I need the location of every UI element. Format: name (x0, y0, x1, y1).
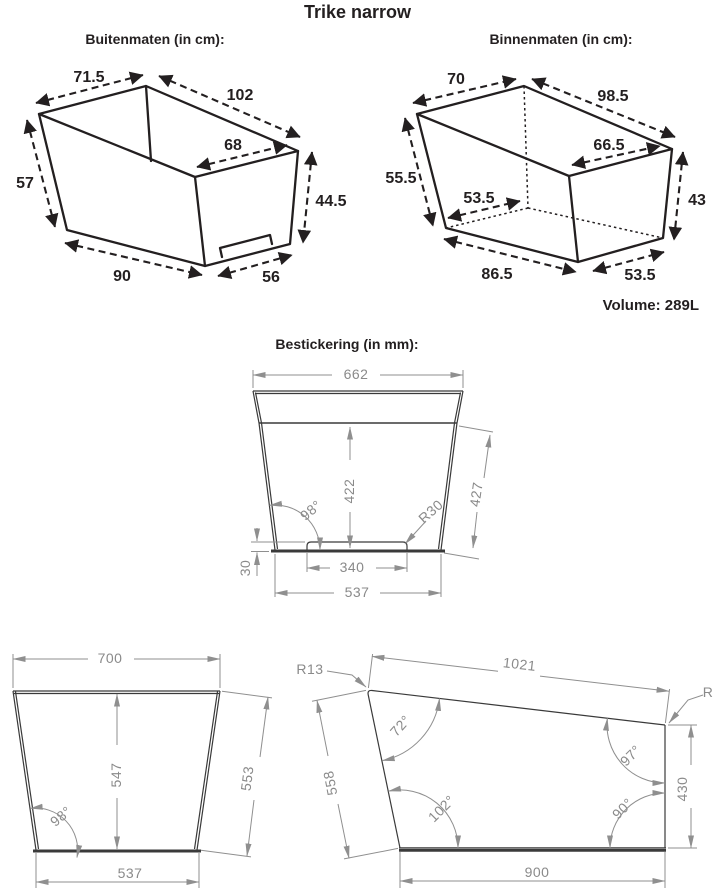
sticker-angle: 98° (296, 496, 325, 524)
outer-dim-top-inner: 68 (224, 137, 242, 154)
inner-dim-top-inner: 66.5 (593, 137, 625, 154)
sticker-dim-width-bottom: 537 (344, 584, 370, 600)
sticker-dimensions-heading: Bestickering (in mm): (275, 336, 419, 352)
side-view-drawing (296, 654, 713, 888)
outer-dimensions-drawing (16, 69, 347, 286)
front-dim-width-top: 700 (97, 650, 123, 666)
inner-dimensions-drawing (385, 71, 706, 284)
front-dim-height: 547 (108, 762, 124, 788)
side-dim-width-bottom: 900 (524, 864, 550, 880)
bin-outline (39, 86, 298, 266)
sticker-dim-height: 422 (341, 478, 357, 504)
outer-dim-bottom-left: 90 (113, 268, 131, 285)
side-radius-right: R (702, 684, 714, 700)
front-dimension-lines (13, 654, 272, 888)
outer-dimensions-heading: Buitenmaten (in cm): (85, 31, 225, 47)
inner-dim-top-left: 70 (447, 71, 465, 88)
outer-dim-side-left: 57 (16, 175, 34, 192)
sticker-dimension-lines (251, 370, 493, 597)
front-angle: 98° (46, 802, 75, 830)
side-angle-top-left: 72° (386, 711, 414, 740)
planter-front-outline (253, 391, 463, 551)
side-dim-side-left: 558 (319, 769, 341, 797)
inner-dim-bottom-left: 86.5 (481, 266, 513, 283)
side-angle-bottom-left: 102° (424, 791, 459, 826)
outer-dim-top-left: 71.5 (73, 69, 105, 86)
sticker-dimensions-drawing (237, 366, 493, 600)
page-title: Trike narrow (303, 2, 412, 22)
side-radius-left: R13 (296, 661, 324, 677)
front-view-drawing (13, 650, 272, 888)
sticker-dim-strip: 30 (237, 559, 253, 577)
front-dim-width-bottom: 537 (117, 865, 143, 881)
inner-dim-bottom-inner: 53.5 (463, 190, 495, 207)
side-angle-bottom-right: 90° (608, 794, 637, 823)
side-dim-width-top: 1021 (502, 654, 537, 674)
outer-dim-bottom-right: 56 (262, 269, 280, 286)
side-outline (368, 690, 666, 850)
front-dim-slant: 553 (237, 764, 257, 792)
wireframe-outline (417, 86, 672, 262)
inner-dim-bottom-right: 53.5 (624, 267, 656, 284)
sticker-dim-foot: 340 (339, 559, 365, 575)
inner-dim-side-right: 43 (688, 192, 706, 209)
side-dim-height-right: 430 (674, 776, 690, 802)
outer-dim-top-right: 102 (226, 87, 254, 104)
inner-dimensions-heading: Binnenmaten (in cm): (489, 31, 633, 47)
volume-label: Volume: 289L (602, 297, 699, 314)
sticker-dim-width-top: 662 (343, 366, 369, 382)
side-angle-top-right: 97° (616, 741, 645, 770)
sticker-dim-slant: 427 (466, 480, 486, 508)
sticker-radius: R30 (415, 496, 447, 527)
inner-dim-side-left: 55.5 (385, 170, 417, 187)
side-dimension-lines (312, 654, 703, 888)
inner-dim-top-right: 98.5 (597, 88, 629, 105)
outer-dim-side-right: 44.5 (315, 193, 347, 210)
